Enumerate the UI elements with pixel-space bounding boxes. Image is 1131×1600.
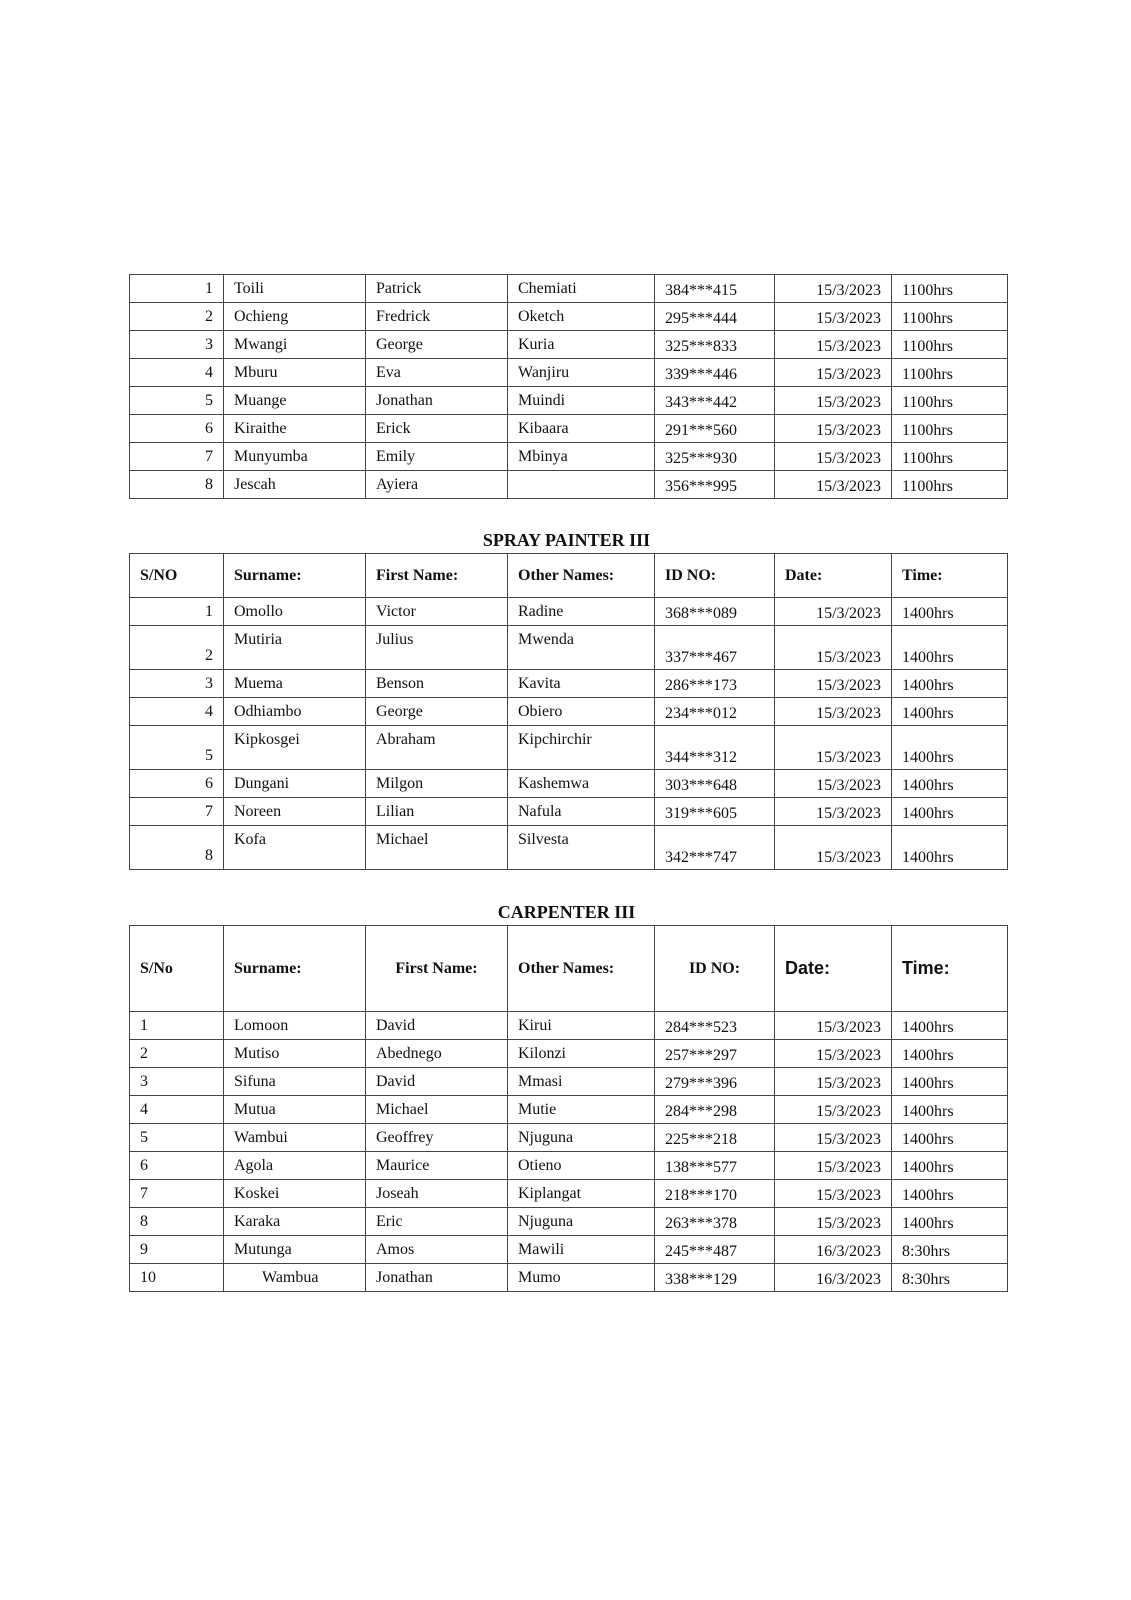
- cell-sn: 3: [130, 1068, 224, 1096]
- cell-other-names: Kilonzi: [508, 1040, 655, 1068]
- cell-surname: Munyumba: [224, 443, 366, 471]
- cell-time: 1400hrs: [892, 798, 1008, 826]
- cell-sn: 2: [130, 626, 224, 670]
- cell-sn: 6: [130, 770, 224, 798]
- cell-time: 1100hrs: [892, 387, 1008, 415]
- cell-other-names: Mawili: [508, 1236, 655, 1264]
- table-row: [130, 1236, 1008, 1264]
- cell-surname: Muange: [224, 387, 366, 415]
- cell-id-no: 138***577: [655, 1152, 775, 1180]
- cell-time: 1100hrs: [892, 303, 1008, 331]
- table-row: [130, 770, 1008, 798]
- cell-sn: 2: [130, 303, 224, 331]
- cell-date: 15/3/2023: [775, 1068, 892, 1096]
- header-row: [130, 926, 1008, 1012]
- table-row: [130, 798, 1008, 826]
- cell-surname: Jescah: [224, 471, 366, 499]
- cell-surname: Wambua: [224, 1264, 366, 1292]
- cell-date: 15/3/2023: [775, 626, 892, 670]
- cell-id-no: 291***560: [655, 415, 775, 443]
- cell-other-names: [508, 471, 655, 499]
- table-row: [130, 1124, 1008, 1152]
- section-title-spray-painter: SPRAY PAINTER III: [482, 530, 651, 550]
- cell-id-no: 325***930: [655, 443, 775, 471]
- cell-id-no: 338***129: [655, 1264, 775, 1292]
- header-other-names: Other Names:: [508, 554, 655, 598]
- cell-first-name: Jonathan: [366, 1264, 508, 1292]
- cell-sn: 3: [130, 670, 224, 698]
- cell-date: 15/3/2023: [775, 798, 892, 826]
- cell-date: 15/3/2023: [775, 1040, 892, 1068]
- cell-time: 1400hrs: [892, 1040, 1008, 1068]
- header-sn: S/NO: [130, 554, 224, 598]
- header-time: Time:: [892, 554, 1008, 598]
- cell-surname: Mwangi: [224, 331, 366, 359]
- cell-surname: Kofa: [224, 826, 366, 870]
- cell-first-name: David: [366, 1068, 508, 1096]
- cell-sn: 8: [130, 1208, 224, 1236]
- cell-id-no: 225***218: [655, 1124, 775, 1152]
- table-row: [130, 1012, 1008, 1040]
- cell-other-names: Kibaara: [508, 415, 655, 443]
- cell-date: 15/3/2023: [775, 359, 892, 387]
- cell-surname: Mutua: [224, 1096, 366, 1124]
- table-row: [130, 1040, 1008, 1068]
- table-row: [130, 698, 1008, 726]
- cell-first-name: Joseah: [366, 1180, 508, 1208]
- cell-date: 15/3/2023: [775, 331, 892, 359]
- table-row: [130, 471, 1008, 499]
- table-spray-painter: [129, 553, 1008, 870]
- cell-time: 1100hrs: [892, 471, 1008, 499]
- cell-id-no: 325***833: [655, 331, 775, 359]
- cell-first-name: Eric: [366, 1208, 508, 1236]
- cell-time: 1400hrs: [892, 598, 1008, 626]
- cell-date: 15/3/2023: [775, 698, 892, 726]
- header-date: Date:: [775, 554, 892, 598]
- cell-sn: 10: [130, 1264, 224, 1292]
- cell-date: 15/3/2023: [775, 670, 892, 698]
- cell-other-names: Mwenda: [508, 626, 655, 670]
- cell-other-names: Kipchirchir: [508, 726, 655, 770]
- cell-first-name: Ayiera: [366, 471, 508, 499]
- cell-sn: 4: [130, 359, 224, 387]
- cell-first-name: Julius: [366, 626, 508, 670]
- cell-time: 1400hrs: [892, 726, 1008, 770]
- cell-first-name: Patrick: [366, 275, 508, 303]
- cell-time: 1100hrs: [892, 275, 1008, 303]
- cell-id-no: 295***444: [655, 303, 775, 331]
- cell-first-name: Fredrick: [366, 303, 508, 331]
- cell-id-no: 286***173: [655, 670, 775, 698]
- cell-time: 1100hrs: [892, 443, 1008, 471]
- cell-id-no: 279***396: [655, 1068, 775, 1096]
- cell-sn: 5: [130, 1124, 224, 1152]
- cell-first-name: Amos: [366, 1236, 508, 1264]
- table-body: [130, 926, 1008, 1292]
- cell-date: 15/3/2023: [775, 387, 892, 415]
- table-row: [130, 626, 1008, 670]
- cell-first-name: Michael: [366, 826, 508, 870]
- table-row: [130, 443, 1008, 471]
- table-continued: [129, 274, 1008, 499]
- table-row: [130, 387, 1008, 415]
- cell-other-names: Wanjiru: [508, 359, 655, 387]
- table-row: [130, 1096, 1008, 1124]
- cell-surname: Toili: [224, 275, 366, 303]
- cell-time: 8:30hrs: [892, 1236, 1008, 1264]
- cell-first-name: George: [366, 331, 508, 359]
- cell-date: 15/3/2023: [775, 443, 892, 471]
- cell-id-no: 257***297: [655, 1040, 775, 1068]
- cell-surname: Ochieng: [224, 303, 366, 331]
- cell-other-names: Njuguna: [508, 1208, 655, 1236]
- cell-time: 1400hrs: [892, 626, 1008, 670]
- table-row: [130, 1152, 1008, 1180]
- cell-time: 1400hrs: [892, 1208, 1008, 1236]
- cell-date: 15/3/2023: [775, 303, 892, 331]
- table-row: [130, 1208, 1008, 1236]
- table-row: [130, 359, 1008, 387]
- cell-sn: 7: [130, 798, 224, 826]
- cell-date: 15/3/2023: [775, 1152, 892, 1180]
- cell-other-names: Kuria: [508, 331, 655, 359]
- cell-id-no: 284***523: [655, 1012, 775, 1040]
- cell-id-no: 218***170: [655, 1180, 775, 1208]
- cell-surname: Mutunga: [224, 1236, 366, 1264]
- header-surname: Surname:: [224, 554, 366, 598]
- cell-sn: 5: [130, 387, 224, 415]
- table-row: [130, 1068, 1008, 1096]
- cell-date: 16/3/2023: [775, 1236, 892, 1264]
- cell-other-names: Oketch: [508, 303, 655, 331]
- table-row: [130, 331, 1008, 359]
- header-row: [130, 554, 1008, 598]
- header-id-no: ID NO:: [655, 926, 775, 1012]
- cell-other-names: Mmasi: [508, 1068, 655, 1096]
- cell-time: 1400hrs: [892, 1096, 1008, 1124]
- cell-date: 15/3/2023: [775, 1180, 892, 1208]
- cell-id-no: 284***298: [655, 1096, 775, 1124]
- cell-time: 8:30hrs: [892, 1264, 1008, 1292]
- cell-time: 1400hrs: [892, 1012, 1008, 1040]
- cell-sn: 2: [130, 1040, 224, 1068]
- table-row: [130, 275, 1008, 303]
- cell-surname: Agola: [224, 1152, 366, 1180]
- cell-sn: 5: [130, 726, 224, 770]
- cell-date: 15/3/2023: [775, 1012, 892, 1040]
- cell-id-no: 234***012: [655, 698, 775, 726]
- cell-sn: 8: [130, 826, 224, 870]
- cell-surname: Omollo: [224, 598, 366, 626]
- cell-sn: 7: [130, 443, 224, 471]
- cell-surname: Mutiria: [224, 626, 366, 670]
- cell-date: 15/3/2023: [775, 770, 892, 798]
- header-surname: Surname:: [224, 926, 366, 1012]
- cell-first-name: Michael: [366, 1096, 508, 1124]
- cell-first-name: Emily: [366, 443, 508, 471]
- cell-other-names: Muindi: [508, 387, 655, 415]
- header-first-name: First Name:: [366, 554, 508, 598]
- cell-sn: 7: [130, 1180, 224, 1208]
- table-row: [130, 598, 1008, 626]
- cell-sn: 1: [130, 1012, 224, 1040]
- cell-sn: 9: [130, 1236, 224, 1264]
- cell-first-name: Milgon: [366, 770, 508, 798]
- header-other-names: Other Names:: [508, 926, 655, 1012]
- cell-id-no: 339***446: [655, 359, 775, 387]
- cell-surname: Odhiambo: [224, 698, 366, 726]
- cell-time: 1400hrs: [892, 1152, 1008, 1180]
- cell-other-names: Obiero: [508, 698, 655, 726]
- cell-first-name: Erick: [366, 415, 508, 443]
- cell-date: 15/3/2023: [775, 471, 892, 499]
- cell-id-no: 343***442: [655, 387, 775, 415]
- table-row: [130, 1180, 1008, 1208]
- cell-other-names: Kiplangat: [508, 1180, 655, 1208]
- cell-first-name: David: [366, 1012, 508, 1040]
- cell-surname: Muema: [224, 670, 366, 698]
- cell-id-no: 384***415: [655, 275, 775, 303]
- table-carpenter: [129, 925, 1008, 1292]
- table-row: [130, 670, 1008, 698]
- cell-other-names: Mumo: [508, 1264, 655, 1292]
- cell-other-names: Kashemwa: [508, 770, 655, 798]
- cell-other-names: Mutie: [508, 1096, 655, 1124]
- cell-other-names: Radine: [508, 598, 655, 626]
- cell-id-no: 263***378: [655, 1208, 775, 1236]
- cell-first-name: Eva: [366, 359, 508, 387]
- cell-first-name: Abraham: [366, 726, 508, 770]
- cell-time: 1400hrs: [892, 1124, 1008, 1152]
- header-date: Date:: [775, 926, 892, 1012]
- cell-surname: Lomoon: [224, 1012, 366, 1040]
- cell-first-name: Abednego: [366, 1040, 508, 1068]
- cell-surname: Mutiso: [224, 1040, 366, 1068]
- cell-other-names: Nafula: [508, 798, 655, 826]
- cell-other-names: Silvesta: [508, 826, 655, 870]
- cell-other-names: Kirui: [508, 1012, 655, 1040]
- cell-time: 1100hrs: [892, 331, 1008, 359]
- cell-sn: 4: [130, 1096, 224, 1124]
- cell-date: 15/3/2023: [775, 726, 892, 770]
- header-first-name: First Name:: [366, 926, 508, 1012]
- cell-id-no: 303***648: [655, 770, 775, 798]
- cell-other-names: Otieno: [508, 1152, 655, 1180]
- cell-id-no: 245***487: [655, 1236, 775, 1264]
- cell-sn: 6: [130, 1152, 224, 1180]
- table-row: [130, 303, 1008, 331]
- cell-id-no: 337***467: [655, 626, 775, 670]
- cell-date: 15/3/2023: [775, 598, 892, 626]
- table-body: [130, 275, 1008, 499]
- cell-id-no: 342***747: [655, 826, 775, 870]
- cell-first-name: Lilian: [366, 798, 508, 826]
- cell-surname: Kipkosgei: [224, 726, 366, 770]
- cell-surname: Karaka: [224, 1208, 366, 1236]
- cell-time: 1400hrs: [892, 670, 1008, 698]
- cell-sn: 6: [130, 415, 224, 443]
- cell-time: 1100hrs: [892, 415, 1008, 443]
- cell-time: 1400hrs: [892, 1180, 1008, 1208]
- cell-surname: Noreen: [224, 798, 366, 826]
- cell-first-name: Geoffrey: [366, 1124, 508, 1152]
- cell-surname: Koskei: [224, 1180, 366, 1208]
- cell-date: 15/3/2023: [775, 275, 892, 303]
- cell-time: 1400hrs: [892, 1068, 1008, 1096]
- cell-date: 16/3/2023: [775, 1264, 892, 1292]
- cell-time: 1400hrs: [892, 698, 1008, 726]
- cell-time: 1400hrs: [892, 826, 1008, 870]
- table-row: [130, 826, 1008, 870]
- cell-time: 1400hrs: [892, 770, 1008, 798]
- table-row: [130, 726, 1008, 770]
- cell-date: 15/3/2023: [775, 1096, 892, 1124]
- cell-surname: Sifuna: [224, 1068, 366, 1096]
- cell-sn: 3: [130, 331, 224, 359]
- cell-other-names: Chemiati: [508, 275, 655, 303]
- table-body: [130, 554, 1008, 870]
- cell-time: 1100hrs: [892, 359, 1008, 387]
- header-sn: S/No: [130, 926, 224, 1012]
- cell-id-no: 319***605: [655, 798, 775, 826]
- cell-other-names: Mbinya: [508, 443, 655, 471]
- table-row: [130, 415, 1008, 443]
- cell-sn: 1: [130, 275, 224, 303]
- cell-id-no: 344***312: [655, 726, 775, 770]
- cell-surname: Kiraithe: [224, 415, 366, 443]
- cell-surname: Dungani: [224, 770, 366, 798]
- cell-id-no: 368***089: [655, 598, 775, 626]
- cell-other-names: Kavita: [508, 670, 655, 698]
- cell-first-name: George: [366, 698, 508, 726]
- cell-id-no: 356***995: [655, 471, 775, 499]
- cell-date: 15/3/2023: [775, 415, 892, 443]
- header-time: Time:: [892, 926, 1008, 1012]
- header-id-no: ID NO:: [655, 554, 775, 598]
- cell-date: 15/3/2023: [775, 1208, 892, 1236]
- cell-date: 15/3/2023: [775, 1124, 892, 1152]
- cell-surname: Wambui: [224, 1124, 366, 1152]
- cell-sn: 4: [130, 698, 224, 726]
- cell-date: 15/3/2023: [775, 826, 892, 870]
- cell-surname: Mburu: [224, 359, 366, 387]
- cell-sn: 1: [130, 598, 224, 626]
- cell-first-name: Benson: [366, 670, 508, 698]
- cell-first-name: Maurice: [366, 1152, 508, 1180]
- cell-first-name: Victor: [366, 598, 508, 626]
- cell-first-name: Jonathan: [366, 387, 508, 415]
- section-title-carpenter: CARPENTER III: [497, 902, 636, 922]
- cell-other-names: Njuguna: [508, 1124, 655, 1152]
- table-row: [130, 1264, 1008, 1292]
- cell-sn: 8: [130, 471, 224, 499]
